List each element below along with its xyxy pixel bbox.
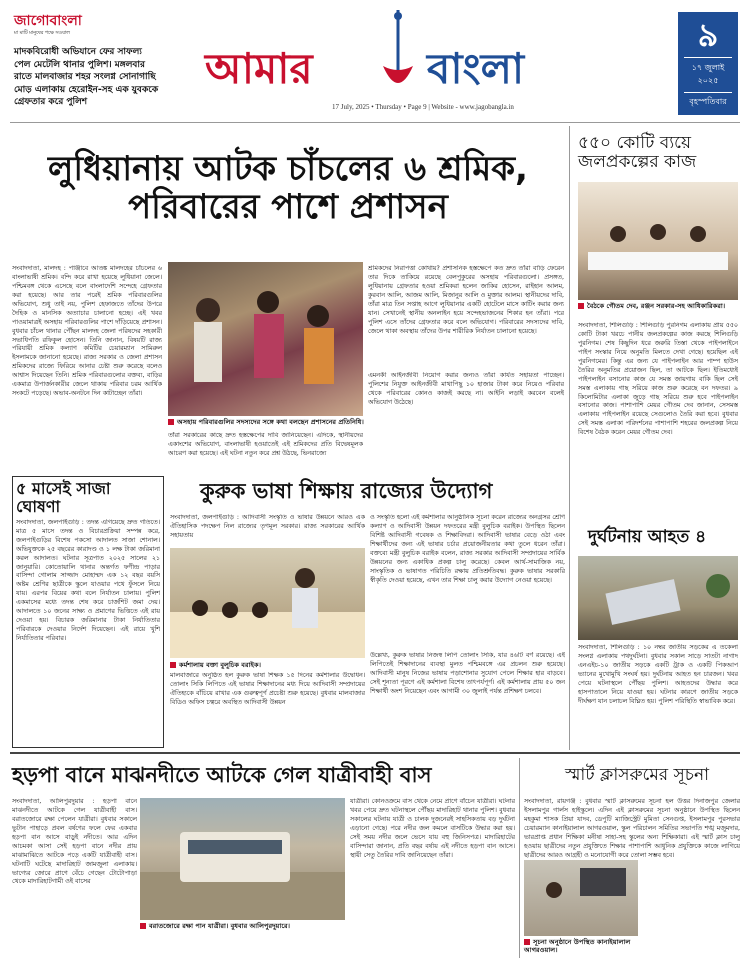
lead-headline[interactable]: লুধিয়ানায় আটক চাঁচলের ৬ শ্রমিক, পরিবারের পাশে প্রশাসন <box>48 149 528 228</box>
caption-marker <box>168 419 174 425</box>
dateline: 17 July, 2025 • Thursday • Page 9 | Website - www.jagobangla.in <box>332 103 514 111</box>
kuruk-body-2: ও সংস্কৃতি হলো এই কর্মশালার আনুষ্ঠানিক সূচনা করেন রাজ্যের অনগ্রসর শ্রেণি কল্যাণ ও আদিবাসী উন্নয়ন দফতরের মন্ত্রী বুলুচিক বরাইক। উপস্থিত ছিলেন বিশিষ্ট আদিবাসী গবেষক ও শিক্ষাবিদরা। আদিবাসী ভাষার বেড়ে ওঠা এবং শিক্ষার্থীদের জন্য এই ভাষার চর্চার প্রয়োজনীয়তার কথা তুলে ধরেন তাঁরা। বক্তব্যে মন্ত্রী বুলুচিক বরাইক বলেন, রাজ্য সরকার আদিবাসী সম্প্রদায়ের সার্বিক উন্নয়নের জন্য একাধিক প্রকল্প চালু করেছে। কেবল আর্থ-সামাজিক নয়, সাংস্কৃতিক ও ভাষাগত পরিচিতি রক্ষায় প্রতিশ্রুতিবদ্ধ। কুরুক ভাষার সরকারি স্বীকৃতি দেওয়া হয়েছে, এখন তার শিক্ষা চালু করার উদ্যোগ নেওয়া হয়েছে। <box>370 514 565 584</box>
kuruk-body-4: উল্লেখ্য, কুরুক ভাষার নিজস্ব লিপি তোলাং সিকি, যার ৪৬টি বর্ণ রয়েছে। এই লিপিতেই শিক্ষাদানের ব্যবস্থা মুলত পশ্চিমবঙ্গে এর প্রচলন শুরু হয়েছে। আদিবাসী মানুষ নিজের ভাষায় পড়াশোনার সুযোগ পেলে শিক্ষার হার বাড়বে। সেই শূন্যতা পূরণে এই কর্মশালা বিশেষ তাৎপর্যপূর্ণ। এই কর্মশালায় প্রায় ৫০ জন শিক্ষার্থী অংশ নিয়েছেন এবং আগামী ৩০ জুলাই পর্যন্ত প্রশিক্ষণ চলবে। <box>370 652 565 695</box>
page-number: ৯ <box>697 16 719 54</box>
left-teaser[interactable]: মাদকবিরোধী অভিযানে ফের সাফল্য পেল মেটেলি থানার পুলিশ। মঙ্গলবার রাতে মালবাজার শহর সংলগ্ন সোনাগাছি মোড় এলাকায় হেরোইন-সহ এক যুবককে গ্রেফতার করে পুলিশ <box>14 47 159 108</box>
jail-headline[interactable]: ৫ মাসেই সাজা ঘোষণা <box>16 479 111 516</box>
lead-column-2: শ্রমিকদের নিরাপত্তা কোথায়? প্রশাসনিক হস্তক্ষেপে কত দ্রুত তাঁরা বাড়ি ফেরেন তার দিকে তাকিয়ে রয়েছে বেলপুকুরের অসহায় পরিবারগুলো। প্রসঙ্গত, লুধিয়ানায় গ্রেফতার হওয়া শ্রমিকরা হলেন জাকির হোসেন, রাইহান আলম, কুরবান আলি, আজম আলি, মিজানুর আলি ও মুক্তার আলম। স্থানীয়দের দাবি, তাঁরা মাত্র তিন সপ্তাহ আগে লুধিয়ানার একটি হোটেলে মাসে কাটিং করার জন্য যান। সেখানেই স্থানীয় অনলাইন হয়ে সন্দেহভাজনের শিকার হন তাঁরা। পরে পুলিশ এসে তাঁদের গ্রেফতার করে বলে অভিযোগ। পরিবারের সদস্যদের দাবি, জেলে থাকা অবস্থায় তাঁদের উপর শারীরিক নির্যাতন চালানো হয়েছে। <box>368 265 564 335</box>
smart-caption: সূচনা অনুষ্ঠানে উপস্থিত কানাইয়ালাল আগরওয়াল। <box>524 938 631 955</box>
weekday-bn: বৃহস্পতিবার <box>689 97 727 107</box>
jagobangla-logo[interactable] <box>14 14 134 38</box>
kuruk-photo <box>170 548 365 658</box>
water-headline[interactable]: ৫৫০ কোটি ব্যয়ে জলপ্রকল্পের কাজ <box>578 133 697 173</box>
kuruk-body-1: সংবাদদাতা, জলপাইগুড়ি : আদিবাসী সংস্কৃতি ও ভাষার উন্নয়নে আরও এক ঐতিহাসিক পদক্ষেপ নিল রাজ্যের তৃণমূল সরকার। রাজ্য সরকারের আর্থিক সহায়তায় <box>170 514 365 539</box>
jail-body: সংবাদদাতা, জলপাইগুড়ি : তদন্ত এগিয়েছে দ্রুত গতিতে। মাত্র ৫ মাসে তদন্ত ও বিচারপ্রক্রিয়া সম্পন্ন করে, জলপাইগুড়ির বিশেষ পকসো আদালত সাজা শোনাল। অভিযুক্তকে ২৫ বছরের কারাদণ্ড ও ১ লক্ষ টাকা জরিমানা করল আদালত। ঘটনার সূত্রপাত ২০২৫ সালের ২১ জানুয়ারি। কোতোয়ালি থানার অন্তর্গত ফণীন্দ্র পাড়ার বাসিন্দা গোলাম সাজ্জাদ মোহাম্মদ এক ১২ বছর বয়সি অষ্টম শ্রেণির ছাত্রীকে স্কুলে যাওয়ার পথে ফুঁসলে নিয়ে যায়। এরপর বিয়ের কথা বলে নির্যাতন চালায়। পুলিশ একমাসের মধ্যে তদন্ত শেষ করে চার্জশিট জমা দেয়। আদালতে ১০ জনের সাক্ষ্য ও প্রমাণের ভিত্তিতে এই রায় দেওয়া হয়। বিচারক জরিমানার টাকা নির্যাতিতার পরিবারকে দেওয়ার নির্দেশ দিয়েছেন। এই রায়ে খুশি নির্যাতিতার পরিবার। <box>16 518 160 642</box>
accident-photo <box>578 556 738 640</box>
masthead <box>0 0 750 120</box>
water-caption: বৈঠকে গৌতম দেব, রঞ্জন সরকার-সহ আধিকারিকরা। <box>578 302 738 310</box>
page-number-box <box>678 12 738 115</box>
jail-story-box <box>12 476 164 748</box>
lead-column-2b: এমনকী আইনজীবী নিয়োগ করার জন্যও তাঁরা কার্যত সহায়তা পাচ্ছেন। পুলিশের নিযুক্ত আইনজীবী মাথাপিছু ১০ হাজার টাকা করে নিয়েও পরিবার থেকে পরিবারের কোনও কাজই করছে না। আইনি লড়াই করবেন বলেই অভিযোগ উঠেছে। <box>368 372 564 406</box>
right-column-rule <box>569 126 570 750</box>
logo-word-bangla: বাংলা <box>427 44 525 93</box>
crowd-illustration <box>168 262 363 416</box>
water-photo <box>578 182 738 300</box>
logo-word-amar: আমার <box>205 44 313 93</box>
smart-photo <box>524 860 638 936</box>
lead-photo <box>168 262 363 416</box>
wreck-illustration <box>578 556 738 640</box>
caption-marker <box>170 662 176 668</box>
water-body: সংবাদদাতা, শিলিগুড়ি : শিলিগুড়ি পুরনিগম এলাকায় প্রায় ৫৫০ কোটি টাকা খরচে পানীয় জলপ্রকল্পের কাজ করছে শিলিগুড়ি পুরনিগম। শেষ কিছুদিন ধরে জরুরি তিস্তা থেকে পাইপলাইনে পাইপ সংস্কার নিয়ে অনুমতি মিলতে দেখা গেছে। হয়েছিল এই পুরনিগমের। কিন্তু এর জন্য যে পাইপলাইন আর পাম্প হাউস তৈরির অনুমতির প্রয়োজন ছিল, তা আটকে ছিল। ইতিমধ্যেই পাইপলাইন বসানোর কাজ যে সমস্ত জায়গায় বাকি ছিল সেই সমস্ত এলাকায় গাছ সরিয়ে কাজ শুরু করেছে বন দফতর। ৯ কিলোমিটার এলাকা জুড়ে গাছ সরিয়ে শুরু হবে পাইপলাইন বসানোর কাজ। পাশাপাশি মেয়র গৌতম দেব জানান, সেসমস্ত এলাকায় পাইপলাইন রয়েছে সেগুলোও তৈরি করা হবে। বুধবার সেই সমস্ত এলাকা পরিদর্শনের পাশাপাশি শহরের জলপ্রকল্প নিয়ে বিশেষ বৈঠক করেন মেয়র গৌতম দেব। <box>578 322 738 437</box>
lead-column-mid: তাঁরা সরকারের কাছে দ্রুত হস্তক্ষেপের দাবি জানিয়েছেন। এদিকে, স্থানীয়দের একাংশের অভিযোগ, বাংলাভাষী হওয়াতেই এই শ্রমিকদের প্রতি বিদ্বেষমূলক আচরণ করা হয়েছে। এই ঘটনা নতুন করে প্রশ্ন উঠছে, ভিনরাজ্যে <box>168 432 363 457</box>
caption-marker <box>140 923 146 929</box>
caption-marker <box>578 303 584 309</box>
speaker-illustration <box>170 548 365 658</box>
jagobangla-tagline: মা মাটি মানুষের পক্ষে সওয়াল <box>14 31 70 36</box>
caption-marker <box>524 939 530 945</box>
bus-headline[interactable]: হড়পা বানে মাঝনদীতে আটকে গেল যাত্রীবাহী বাস <box>12 763 432 787</box>
accident-headline[interactable]: দুর্ঘটনায় আহত ৪ <box>588 527 707 547</box>
date-bn: ১৭ জুলাই <box>691 63 725 73</box>
kuruk-caption: কর্মশালায় বক্তা বুলুচিক বরাইক। <box>170 661 365 669</box>
jagobangla-logo-text: জাগোবাংলা <box>14 13 82 29</box>
smart-headline[interactable]: স্মার্ট ক্লাসরুমের সূচনা <box>565 765 710 785</box>
bus-photo <box>140 798 345 920</box>
masthead-rule <box>10 122 740 123</box>
lead-caption: অসহায় পরিবারগুলির সদস্যদের সঙ্গে কথা বলছেন প্রশাসনের প্রতিনিধি। <box>168 418 563 426</box>
bottom-column-rule <box>519 758 520 958</box>
classroom-illustration <box>524 860 638 936</box>
bus-body-2: যাত্রীরা। কোনওক্রমে বাস থেকে নেমে প্রাণে বাঁচেন যাত্রীরা। ঘটনার খবর পেয়ে দ্রুত ঘটনাস্থলে পৌঁছয় মাদারিহাট থানার পুলিশ। বুধবার সকালের ঘটনায় যাত্রী ও চালক দুজনেরই সাহসিকতায় বড় দুর্ঘটনা এড়ানো গেছে। পরে নদীর জল কমলে বাসটিকে উদ্ধার করা হয়। সেই সময় নদীর জলে ভেসে যায় বহু জিনিসপত্র। মাদারিহাটের বাসিন্দারা জানান, প্রতি বছর বর্ষায় এই নদীতে হড়পা বান আসে। স্থায়ী সেতু তৈরির দাবি জানিয়েছেন তাঁরা। <box>350 798 515 859</box>
bus-body-1: সংবাদদাতা, আলিপুরদুয়ার : হড়পা বানে মাঝনদীতে আটকে গেল যাত্রীবাহী বাস। বরাতজোরে রক্ষা পেলেন যাত্রীরা। বুধবার সকালে ভুটান পাহাড়ে প্রবল বর্ষণের ফলে ফের একবার হড়পা বান আসে বাড়ুই নদীতে। আর এদিন আচমকা আসা সেই হড়পা বানে নদীর প্রায় মাঝামাঝিতে আটকে পড়ে একটি যাত্রীবাহী বাস। ঘটনাটি ঘটেছে মাদারিহাট জামজুলা এলাকায়। ভাগ্যের জোরে প্রাণে বেঁচে গেছেন টোটোপাড়া থেকে মাদারিহাটগামী ওই বাসের <box>12 798 137 886</box>
meeting-illustration <box>578 182 738 300</box>
kuruk-headline[interactable]: কুরুক ভাষা শিক্ষায় রাজ্যের উদ্যোগ <box>200 479 493 503</box>
kuruk-body-3: মালবাজারে অনুষ্ঠিত হল কুরুক ভাষা শিক্ষক ১৫ দিনের কর্মশালার উদ্বোধন। তোলাং সিকি লিপিতে এই ভাষার শিক্ষাদানের মধ্য দিয়ে আদিবাসী সম্প্রদায়ের ঐতিহ্যকে বাঁচিয়ে রাখার এক গুরুত্বপূর্ণ প্রচেষ্টা শুরু হয়েছে। বুধবার মালবাজার বিডিও অফিস চত্বরে অবস্থিত আদিবাসী উন্নয়ন <box>170 672 365 706</box>
smart-body: সংবাদদাতা, রায়গঞ্জ : বুধবার স্মার্ট ক্লাসরুমের সূচনা হল উত্তর দিনাজপুর জেলার ইসলামপুর গার্লস হাইস্কুলে। এদিন এই ক্লাসরুমের সূচনা অনুষ্ঠানে উপস্থিত ছিলেন মহকুমা শাসক প্রিয়া যাদব, ডেপুটি ম্যাজিস্ট্রেট মুমিতা সেনগুপ্ত, ইসলামপুর পুরসভার চেয়ারম্যান কানাইয়ালাল আগরওয়াল, স্কুল পরিচালন সমিতির সভাপতি শঙ্খ মজুমদার, ভারপ্রাপ্ত প্রধান শিক্ষিকা মনীষা সাহা-সহ স্কুলের অন্য শিক্ষিকারা। এই স্মার্ট ক্লাস চালু হওয়ায় ছাত্রীদের নতুন প্রযুক্তিতে শিক্ষার পাশাপাশি আধুনিক প্রযুক্তিকে কাজে লাগিয়ে ছাত্রীদের আরও আগ্রহী ও মনোযোগী করে তোলা সম্ভব হবে। <box>524 798 740 859</box>
bottom-rule <box>10 752 740 754</box>
bus-illustration <box>140 798 345 920</box>
accident-body: সংবাদদাতা, শিলিগুড়ি : ১০ নম্বর জাতীয় সড়কের এ তকেলা সংলগ্ন এলাকায় পথদুর্ঘটনা। বুধবার সকাল সাড়ে সাতটা নাগাদ এনএইচ-১০ জাতীয় সড়কে একটি ট্রাক ও একটি পিকআপ ভ্যানের মুখোমুখি সংঘর্ষ হয়। দুর্ঘটনায় আহত হন চারজন। খবর পেয়ে ঘটনাস্থলে পৌঁছয় পুলিশ। আহতদের উদ্ধার করে হাসপাতালে নিয়ে যাওয়া হয়। ঘটনার কারণে জাতীয় সড়কে দীর্ঘক্ষণ যান চলাচল বিঘ্নিত হয়। পুলিশ পরিস্থিতি স্বাভাবিক করে। <box>578 644 738 705</box>
bus-caption: বরাতজোরে রক্ষা পান যাত্রীরা। বুধবার আলিপুরদুয়ারে। <box>140 922 345 930</box>
lead-column-1: সংবাদদাতা, মালদহ : পাঞ্জাবে আতঙ্ক মালদহের চাঁচলের ৬ বাংলাভাষী শ্রমিক। বন্দি করে রাখা হয়েছে লুধিয়ানা জেলে। পশ্চিমবঙ্গ থেকে এসেছে বলে বাংলাদেশি সন্দেহে গ্রেফতার করা হয়েছে। আর তার পরেই শ্রমিক পরিবারগুলির অভিযোগ, শুধু তাই নয়, পুলিশ হেফাজতে তাঁদের উপরে দৈহিক ও মানসিক অত্যাচার চালানো হচ্ছে। এই খবর পাওয়ামাত্রই অসহায় পরিবারগুলির পাশে দাঁড়িয়েছে প্রশাসন। বুধবার চাঁচল থানার পৌঁছন মালদহ জেলা পরিষদের সহকারী সভাধিপতি রফিকুল হোসেন। তিনি জানান, বিষয়টি রাজ্য পরিযায়ী শ্রমিক কল্যাণ কমিটির চেয়ারম্যান সামিরুল ইসলামকে জানানো হয়েছে। রাজ্য সরকার ও জেলা প্রশাসন শ্রমিকদের রাজ্যে ফিরিয়ে আনার চেষ্টা শুরু করেছে বলেও আশ্বাস দিয়েছেন তিনি। শ্রমিক পরিবারগুলোর বক্তব্য, বাড়ির একমাত্র উপার্জনকারীর জেলে থাকায় পরিবার চরম আর্থিক সংকটে পড়েছে। অভাব-অনটনে দিন কাটাচ্ছেন তাঁরা। <box>12 265 162 398</box>
year-bn: ২০২৫ <box>697 76 719 86</box>
amar-bangla-logo[interactable] <box>205 24 605 104</box>
ektara-icon <box>373 8 423 96</box>
